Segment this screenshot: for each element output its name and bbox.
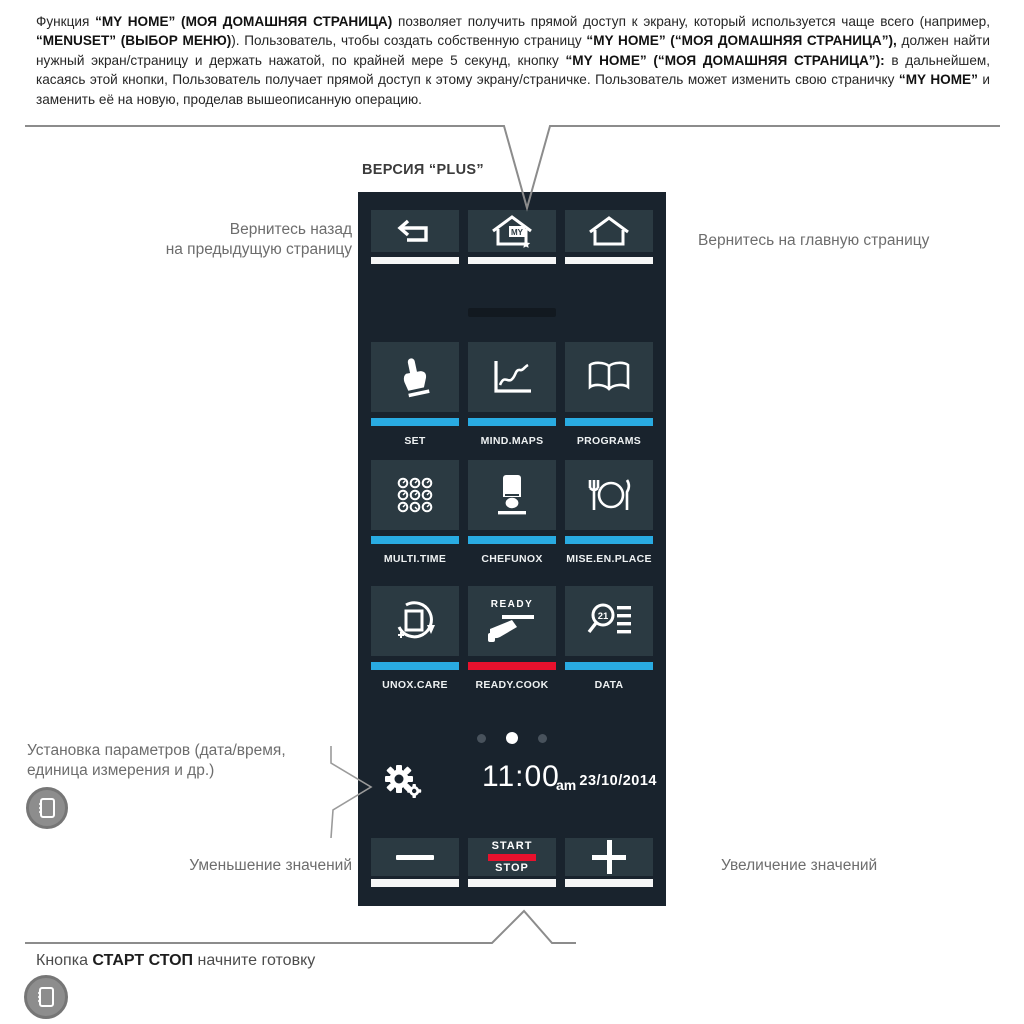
tile-accent-bar xyxy=(468,662,556,670)
tile-accent-bar xyxy=(565,536,653,544)
home-icon xyxy=(565,210,653,252)
tile-set[interactable] xyxy=(371,342,459,447)
annotation-settings xyxy=(27,741,286,780)
manual-booklet-icon xyxy=(24,975,68,1019)
ready-cook-icon xyxy=(468,586,556,656)
intro-bold: “MENUSET” (ВЫБОР МЕНЮ) xyxy=(36,33,232,49)
intro-text: ). Пользователь, чтобы создать собственную страницу xyxy=(231,33,587,49)
tile-label: SET xyxy=(404,435,426,447)
bottom-button-row xyxy=(371,838,653,887)
intro-text: Функция xyxy=(36,14,96,29)
button-underline xyxy=(565,257,653,264)
mind-maps-icon xyxy=(468,342,556,412)
bottom-pointer-line xyxy=(25,911,576,943)
intro-text: в дальнейшем, касаясь этой кнопки, Пользователь получает прямой доступ к этому экрану/страничке. Пользователь может изменить свою страничку xyxy=(36,52,991,88)
tile-label: DATA xyxy=(594,679,624,691)
tile-mind-maps[interactable] xyxy=(468,342,556,447)
tile-accent-bar xyxy=(565,418,653,426)
intro-bold: “MY HOME” (“МОЯ ДОМАШНЯЯ СТРАНИЦА”): xyxy=(565,52,885,68)
tile-label: CHEFUNOX xyxy=(481,553,543,565)
tile-label: READY.COOK xyxy=(475,679,549,691)
tile-mise-en-place[interactable] xyxy=(565,460,653,565)
my-home-label: MY xyxy=(511,228,523,237)
annotation-text: Кнопка xyxy=(36,952,93,969)
my-home-icon xyxy=(468,210,556,252)
intro-bold: “MY HOME” (“МОЯ ДОМАШНЯЯ СТРАНИЦА”), xyxy=(586,33,897,49)
start-stop-button[interactable] xyxy=(468,838,556,887)
intro-bold: “MY HOME” (МОЯ ДОМАШНЯЯ СТРАНИЦА) xyxy=(95,14,393,29)
annotation-increase: Увеличение значений xyxy=(721,857,878,874)
ghost-text xyxy=(468,308,556,317)
data-icon xyxy=(565,586,653,656)
tile-unox-care[interactable] xyxy=(371,586,459,691)
intro-text: и заменить её на новую, проделав вышеописанную операцию. xyxy=(36,72,991,107)
increase-button[interactable] xyxy=(565,838,653,887)
intro-bold: “MY HOME” xyxy=(898,72,978,88)
button-underline xyxy=(371,257,459,264)
button-underline xyxy=(565,879,653,887)
nav-row xyxy=(371,210,653,264)
annotation-line: на предыдущую страницу xyxy=(165,240,352,258)
set-icon xyxy=(371,342,459,412)
intro-paragraph xyxy=(36,12,990,109)
tile-accent-bar xyxy=(371,536,459,544)
tile-row xyxy=(371,342,653,447)
tile-label: PROGRAMS xyxy=(576,435,642,447)
mise-en-place-icon xyxy=(565,460,653,530)
decrease-button[interactable] xyxy=(371,838,459,887)
annotation-text: начните готовку xyxy=(193,952,316,969)
page-dot[interactable] xyxy=(477,734,486,743)
home-button[interactable] xyxy=(565,210,653,264)
annotation-home-button: Вернитесь на главную страницу xyxy=(698,232,930,249)
start-label: START xyxy=(491,839,533,852)
start-stop-red-bar xyxy=(488,854,536,861)
tile-accent-bar xyxy=(468,418,556,426)
annotation-bold: СТАРТ СТОП xyxy=(92,952,194,969)
annotation-back-button xyxy=(166,220,352,259)
multi-time-icon xyxy=(371,460,459,530)
page-dot[interactable] xyxy=(538,734,547,743)
oven-touchscreen-panel xyxy=(358,192,666,906)
clock-meridiem: am xyxy=(556,777,577,793)
back-icon xyxy=(371,210,459,252)
unox-care-icon xyxy=(371,586,459,656)
tile-label: UNOX.CARE xyxy=(382,679,448,691)
tile-programs[interactable] xyxy=(565,342,653,447)
intro-text: должен найти нужный экран/страницу и держать нажатой, по крайней мере 5 секунд, кнопку xyxy=(36,33,990,68)
tile-accent-bar xyxy=(371,662,459,670)
page-dot-active[interactable] xyxy=(506,732,518,744)
page-indicator xyxy=(358,732,666,744)
clock-time: 11:00 xyxy=(482,760,560,793)
tile-label: MULTI.TIME xyxy=(383,553,447,565)
button-underline xyxy=(371,879,459,887)
tile-data[interactable] xyxy=(565,586,653,691)
annotation-startstop xyxy=(36,952,315,970)
clock-date: 23/10/2014 xyxy=(579,773,657,789)
annotation-line: Вернитесь назад xyxy=(229,221,352,238)
chefunox-icon xyxy=(468,460,556,530)
annotation-line: единица измерения и др.) xyxy=(27,761,215,779)
button-underline xyxy=(468,257,556,264)
programs-icon xyxy=(565,342,653,412)
ready-tag: READY xyxy=(490,599,534,610)
tile-accent-bar xyxy=(468,536,556,544)
manual-booklet-icon xyxy=(26,787,68,829)
tile-label: MISE.EN.PLACE xyxy=(566,553,652,565)
settings-gear-icon[interactable] xyxy=(384,764,422,805)
intro-text: позволяет получить прямой доступ к экрану, который используется чаще всего (например, xyxy=(392,14,990,29)
tile-accent-bar xyxy=(371,418,459,426)
annotation-line: Установка параметров (дата/время, xyxy=(27,742,286,759)
annotation-decrease: Уменьшение значений xyxy=(189,857,352,874)
my-home-button[interactable] xyxy=(468,210,556,264)
tile-chefunox[interactable] xyxy=(468,460,556,565)
version-label: ВЕРСИЯ “PLUS” xyxy=(362,162,484,178)
tile-ready-cook[interactable] xyxy=(468,586,556,691)
data-badge: 21 xyxy=(597,611,609,622)
plus-icon xyxy=(565,838,653,876)
tile-multi-time[interactable] xyxy=(371,460,459,565)
stop-label: STOP xyxy=(495,861,529,874)
button-underline xyxy=(468,879,556,887)
tile-row xyxy=(371,460,653,565)
back-button[interactable] xyxy=(371,210,459,264)
tile-accent-bar xyxy=(565,662,653,670)
tile-row xyxy=(371,586,653,691)
minus-icon xyxy=(371,838,459,876)
tile-label: MIND.MAPS xyxy=(480,435,544,447)
